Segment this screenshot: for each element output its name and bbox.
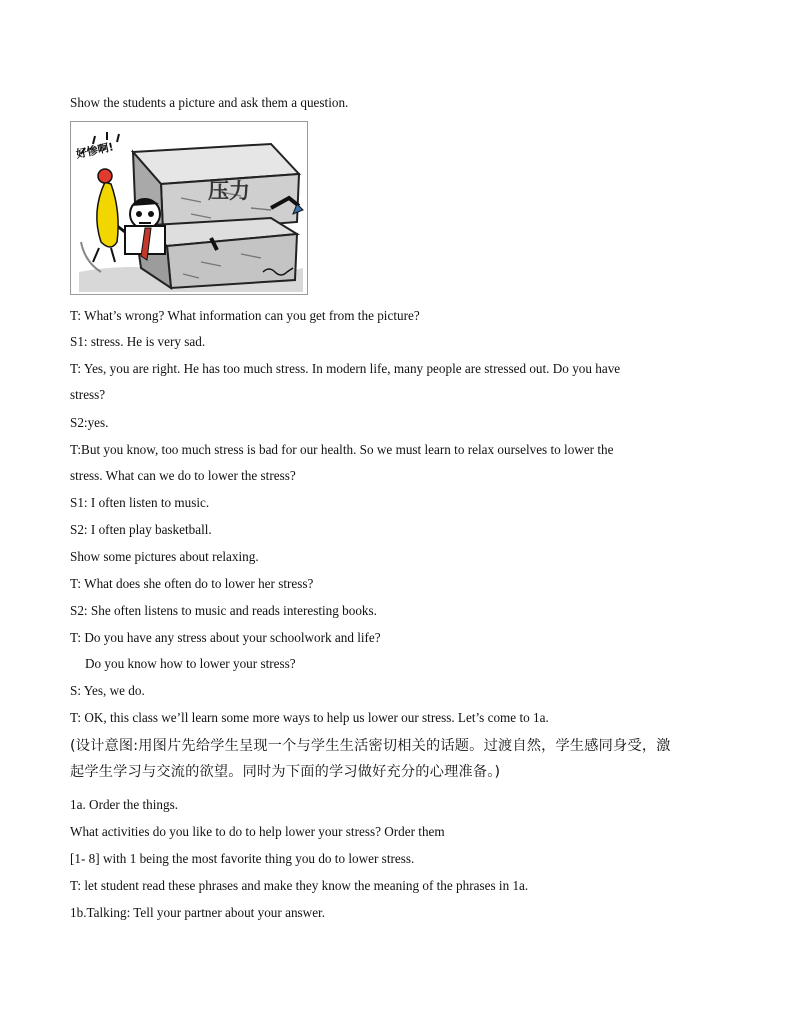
teacher-question-6: Do you know how to lower your stress? bbox=[85, 656, 296, 671]
teacher-question-4: T: What does she often do to lower her stress? bbox=[70, 576, 314, 591]
speech-caption: 好惨啊! bbox=[74, 140, 115, 161]
teacher-question-1: T: What’s wrong? What information can you get from the picture? bbox=[70, 308, 420, 323]
teacher-line-3a: T:But you know, too much stress is bad for our health. So we must learn to relax ourselves to lower the bbox=[70, 442, 614, 457]
instruction-line: Show some pictures about relaxing. bbox=[70, 549, 259, 564]
student-answer-1: S1: stress. He is very sad. bbox=[70, 334, 206, 349]
section-1a-heading: 1a. Order the things. bbox=[70, 797, 179, 812]
teacher-line-3b: stress. What can we do to lower the stress? bbox=[70, 468, 296, 483]
design-intent-line-1: (设计意图:用图片先给学生呈现一个与学生生活密切相关的话题。过渡自然，学生感同身受，激 bbox=[70, 738, 671, 754]
box-caption: 压力 bbox=[208, 179, 250, 203]
section-1a-question: What activities do you like to do to help lower your stress? Order them bbox=[70, 824, 445, 839]
student-answer-2: S2:yes. bbox=[70, 415, 109, 430]
stress-cartoon-figure bbox=[70, 121, 308, 295]
student-answer-4: S2: I often play basketball. bbox=[70, 522, 212, 537]
stress-cartoon-illustration bbox=[71, 122, 307, 294]
teacher-instruction-1a: T: let student read these phrases and make they know the meaning of the phrases in 1a. bbox=[70, 878, 529, 893]
student-answer-3: S1: I often listen to music. bbox=[70, 495, 210, 510]
student-answer-6: S: Yes, we do. bbox=[70, 683, 145, 698]
teacher-line-2a: T: Yes, you are right. He has too much stress. In modern life, many people are stressed out. Do you have bbox=[70, 361, 621, 376]
intro-line: Show the students a picture and ask them a question. bbox=[70, 95, 349, 110]
design-intent-line-2: 起学生学习与交流的欲望。同时为下面的学习做好充分的心理准备。) bbox=[70, 764, 501, 780]
teacher-line-2b: stress? bbox=[70, 387, 106, 402]
teacher-line-7: T: OK, this class we’ll learn some more ways to help us lower our stress. Let’s come to 1a. bbox=[70, 710, 549, 725]
student-answer-5: S2: She often listens to music and reads interesting books. bbox=[70, 603, 377, 618]
section-1b-heading: 1b.Talking: Tell your partner about your answer. bbox=[70, 905, 326, 920]
section-1a-range: [1- 8] with 1 being the most favorite thing you do to lower stress. bbox=[70, 851, 415, 866]
teacher-question-5: T: Do you have any stress about your schoolwork and life? bbox=[70, 630, 381, 645]
